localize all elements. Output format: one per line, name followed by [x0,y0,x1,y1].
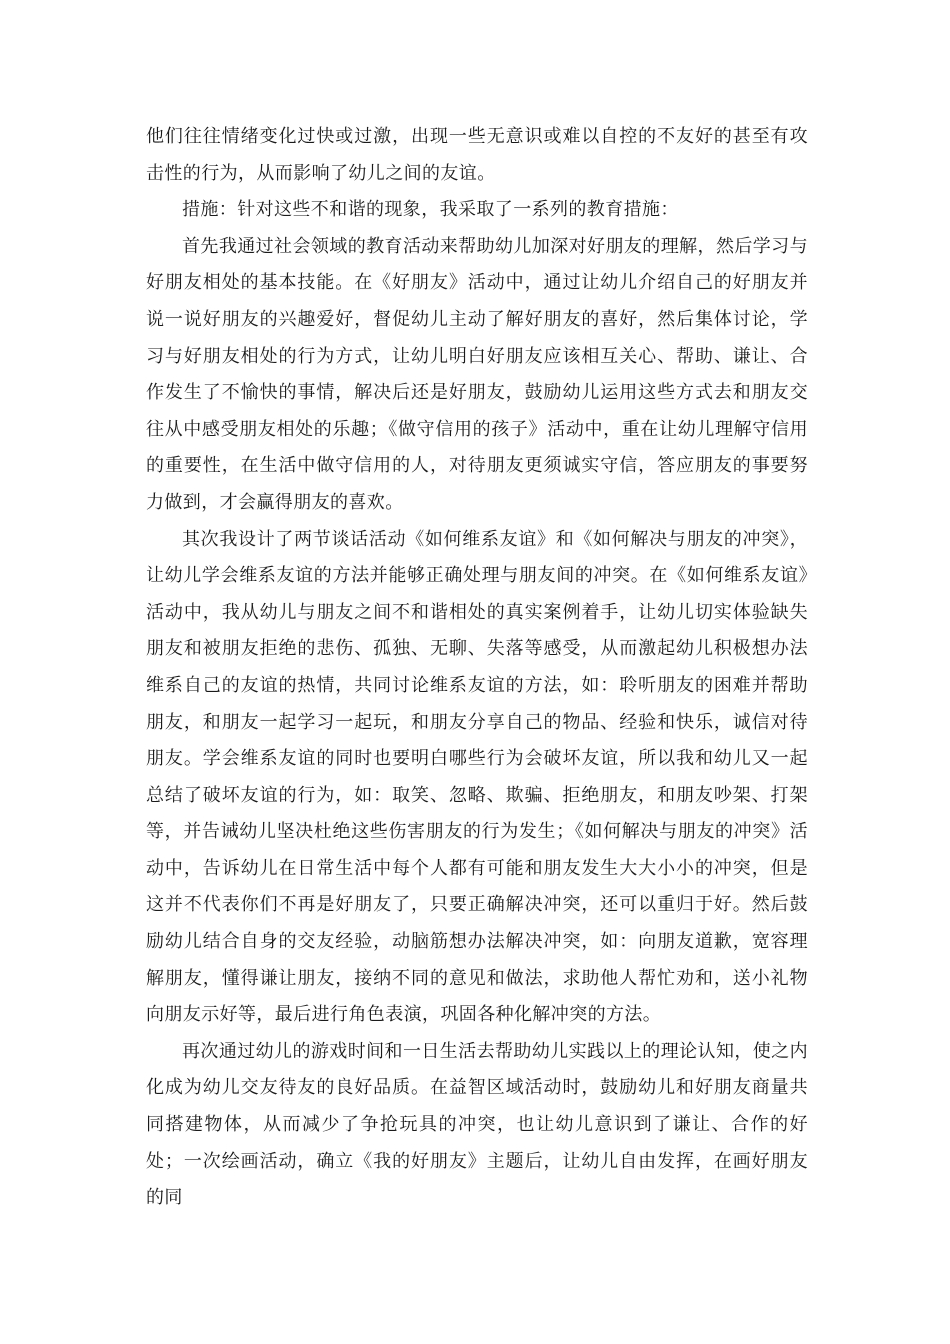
paragraph-2: 措施：针对这些不和谐的现象，我采取了一系列的教育措施： [182,199,679,221]
body-text [146,119,808,1217]
paragraph-1: 他们往往情绪变化过快或过激，出现一些无意识或难以自控的不友好的甚至有攻击性的行为，从而影响了幼儿之间的友谊。 [146,126,808,184]
paragraph-3: 首先我通过社会领域的教育活动来帮助幼儿加深对好朋友的理解，然后学习与好朋友相处的基本技能。在《好朋友》活动中，通过让幼儿介绍自己的好朋友并说一说好朋友的兴趣爱好，督促幼儿主动了解好朋友的喜好，然后集体讨论，学习与好朋友相处的行为方式，让幼儿明白好朋友应该相互关心、帮助、谦让、合作发生了不愉快的事情，解决后还是好朋友，鼓励幼儿运用这些方式去和朋友交往从中感受朋友相处的乐趣；《做守信用的孩子》活动中，重在让幼儿理解守信用的重要性，在生活中做守信用的人，对待朋友更须诚实守信，答应朋友的事要努力做到，才会赢得朋友的喜欢。 [146,235,808,513]
paragraph-5: 再次通过幼儿的游戏时间和一日生活去帮助幼儿实践以上的理论认知，使之内化成为幼儿交友待友的良好品质。在益智区域活动时，鼓励幼儿和好朋友商量共同搭建物体，从而减少了争抢玩具的冲突，也让幼儿意识到了谦让、合作的好处；一次绘画活动，确立《我的好朋友》主题后，让幼儿自由发挥，在画好朋友的同 [146,1040,808,1209]
paragraph-4: 其次我设计了两节谈话活动《如何维系友谊》和《如何解决与朋友的冲突》，让幼儿学会维系友谊的方法并能够正确处理与朋友间的冲突。在《如何维系友谊》活动中，我从幼儿与朋友之间不和谐相处的真实案例着手，让幼儿切实体验缺失朋友和被朋友拒绝的悲伤、孤独、无聊、失落等感受，从而激起幼儿积极想办法维系自己的友谊的热情，共同讨论维系友谊的方法，如：聆听朋友的困难并帮助朋友，和朋友一起学习一起玩，和朋友分享自己的物品、经验和快乐，诚信对待朋友。学会维系友谊的同时也要明白哪些行为会破坏友谊，所以我和幼儿又一起总结了破坏友谊的行为，如：取笑、忽略、欺骗、拒绝朋友，和朋友吵架、打架等，并告诫幼儿坚决杜绝这些伤害朋友的行为发生；《如何解决与朋友的冲突》活动中，告诉幼儿在日常生活中每个人都有可能和朋友发生大大小小的冲突，但是这并不代表你们不再是好朋友了，只要正确解决冲突，还可以重归于好。然后鼓励幼儿结合自身的交友经验，动脑筋想办法解决冲突，如：向朋友道歉，宽容理解朋友，懂得谦让朋友，接纳不同的意见和做法，求助他人帮忙劝和，送小礼物向朋友示好等，最后进行角色表演，巩固各种化解冲突的方法。 [146,528,808,1026]
